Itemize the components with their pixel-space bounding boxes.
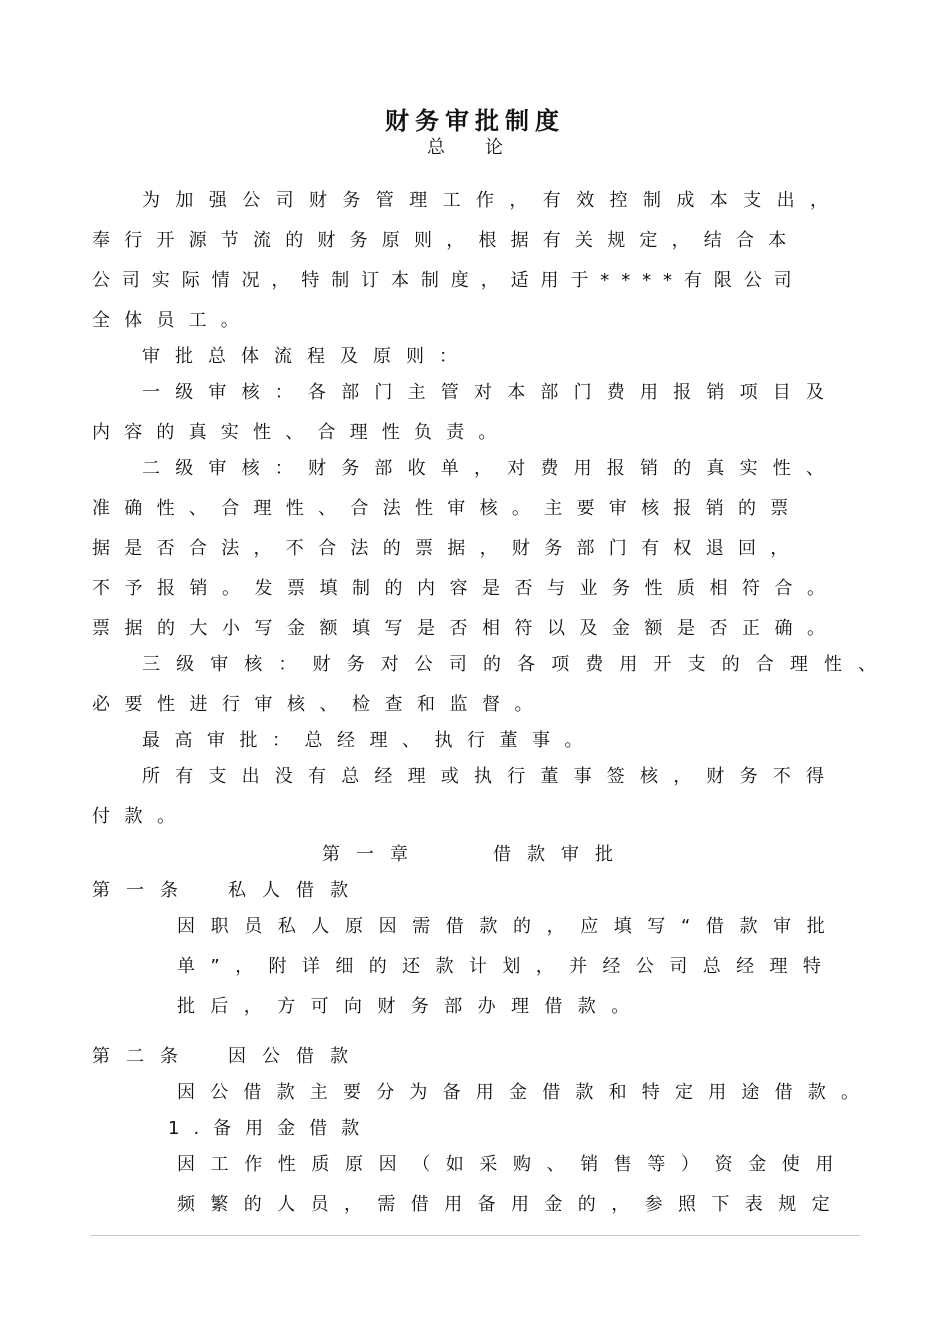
intro-line: 奉行开源节流的财务原则，根据有关规定，结合本 xyxy=(92,230,801,251)
article2-item-body-line: 频繁的人员，需借用备用金的，参照下表规定 xyxy=(177,1194,845,1215)
level2-line: 票据的大小写金额填写是否相符以及金额是否正确。 xyxy=(92,618,840,639)
page-bottom-divider xyxy=(90,1235,860,1236)
article-name: 因公借款 xyxy=(228,1046,364,1067)
level3-line: 三级审核：财务对公司的各项费用开支的合理性、 xyxy=(142,654,893,675)
intro-line: 公司实际情况，特制订本制度，适用于****有限公司 xyxy=(92,270,804,291)
level2-line: 二级审核：财务部收单，对费用报销的真实性、 xyxy=(142,458,840,479)
level1-line: 一级审核：各部门主管对本部门费用报销项目及 xyxy=(142,382,840,403)
article1-body-line: 因职员私人原因需借款的，应填写“借款审批 xyxy=(177,916,841,937)
article-label: 第一条 xyxy=(92,880,194,901)
level3-line: 必要性进行审核、检查和监督。 xyxy=(92,694,547,715)
document-subtitle: 总论 xyxy=(427,137,543,158)
level2-line: 准确性、合理性、合法性审核。主要审核报销的票 xyxy=(92,498,803,519)
chapter-name: 借款审批 xyxy=(493,844,629,865)
level2-line: 不予报销。发票填制的内容是否与业务性质相符合。 xyxy=(92,578,840,599)
article1-body-line: 单”，附详细的还款计划，并经公司总经理特 xyxy=(177,956,837,977)
payment-rule-line: 所有支出没有总经理或执行董事签核，财务不得 xyxy=(142,766,840,787)
document-title: 财务审批制度 xyxy=(385,107,565,135)
article-label: 第二条 xyxy=(92,1046,194,1067)
article2-body-line: 因公借款主要分为备用金借款和特定用途借款。 xyxy=(177,1082,875,1103)
article2-item-body-line: 因工作性质原因（如采购、销售等）资金使用 xyxy=(177,1154,849,1175)
final-approval: 最高审批：总经理、执行董事。 xyxy=(142,730,597,751)
article-name: 私人借款 xyxy=(228,880,364,901)
level2-line: 据是否合法，不合法的票据，财务部门有权退回， xyxy=(92,538,803,559)
chapter-label: 第一章 xyxy=(322,844,424,865)
article1-body-line: 批后，方可向财务部办理借款。 xyxy=(177,996,645,1017)
level1-line: 内容的真实性、合理性负责。 xyxy=(92,422,511,443)
flow-heading: 审批总体流程及原则： xyxy=(142,346,472,367)
intro-line: 为加强公司财务管理工作，有效控制成本支出， xyxy=(142,190,844,211)
intro-line: 全体员工。 xyxy=(92,310,253,331)
payment-rule-line: 付款。 xyxy=(92,806,190,827)
article2-item-heading: 1.备用金借款 xyxy=(168,1118,374,1139)
